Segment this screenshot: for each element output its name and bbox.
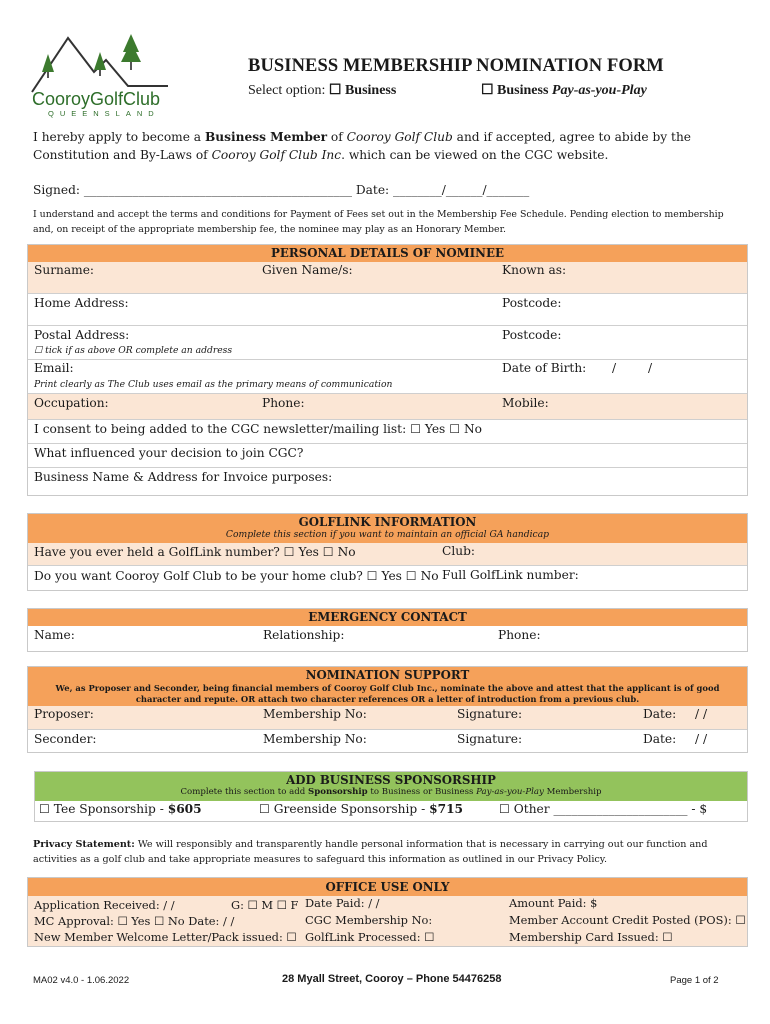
credit-posted-checkbox[interactable]: Member Account Credit Posted (POS): ☐ [509,913,746,927]
select-label: Select option: [248,83,326,98]
surname-field[interactable]: Surname: [34,263,95,277]
proposer-row [28,706,747,729]
privacy-statement [33,837,738,867]
seconder-row [28,729,747,753]
nomination-statement-2: character and repute. OR attach two character references OR a letter of introduction from a previous club. [135,694,640,704]
proposer-date-field[interactable]: Date: [643,707,677,721]
application-received-field[interactable]: Application Received: / / [34,898,175,912]
section-heading [28,514,747,543]
club-address: 28 Myall Street, Cooroy – Phone 54476258 [282,973,502,985]
dob-separator: / [648,361,653,375]
office-use-section [27,877,748,947]
club-logo [28,30,198,118]
privacy-text: We will responsibly and transparently handle personal information that is necessary in carrying out our function and activities as a golf club and take appropriate measures to safeguard this information as outlined in our Privacy Policy. [33,839,708,865]
known-as-field[interactable]: Known as: [502,263,567,277]
held-golflink-question[interactable]: Have you ever held a GolfLink number? ☐ Yes ☐ No [34,545,356,559]
card-issued-checkbox[interactable]: Membership Card Issued: ☐ [509,930,673,944]
home-club-question[interactable]: Do you want Cooroy Golf Club to be your home club? ☐ Yes ☐ No [34,569,439,583]
golflink-number-field[interactable]: Full GolfLink number: [442,568,579,582]
emergency-phone-field[interactable]: Phone: [498,628,541,642]
nomination-support-section [27,666,748,753]
date-separators: / / [695,732,708,746]
svg-text:QUEENSLAND: QUEENSLAND [48,109,160,118]
postal-postcode-field[interactable]: Postcode: [502,328,562,342]
postcode-field[interactable]: Postcode: [502,296,562,310]
emergency-row [28,626,747,651]
svg-text:CooroyGolfClub: CooroyGolfClub [32,89,161,109]
proposer-membership-field[interactable]: Membership No: [263,707,367,721]
seconder-membership-field[interactable]: Membership No: [263,732,367,746]
office-fields [28,896,747,946]
email-field[interactable]: Email: [34,361,74,375]
business-payg-option[interactable] [481,82,647,99]
seconder-date-field[interactable]: Date: [643,732,677,746]
date-separators: / / [695,707,708,721]
occupation-row [28,393,747,419]
newsletter-consent[interactable]: I consent to being added to the CGC newsletter/mailing list: ☐ Yes ☐ No [34,422,482,436]
golflink-subheading: Complete this section if you want to maintain an official GA handicap [225,529,550,540]
privacy-label: Privacy Statement: [33,839,135,850]
consent-row [28,419,747,443]
seconder-signature-field[interactable]: Signature: [457,732,523,746]
sponsorship-options-row [35,801,747,822]
payg-prefix: ☐ Business [481,83,549,98]
phone-field[interactable]: Phone: [262,396,305,410]
golflink-heading: GOLFLINK INFORMATION [298,515,477,529]
emergency-contact-section [27,608,748,652]
mountain-logo-icon [28,30,198,118]
gender-checkbox[interactable]: G: ☐ M ☐ F [231,898,299,912]
nomination-heading: NOMINATION SUPPORT [305,668,470,682]
section-heading: PERSONAL DETAILS OF NOMINEE [28,245,747,262]
influence-row [28,443,747,467]
sponsorship-heading: ADD BUSINESS SPONSORSHIP [286,773,496,787]
business-option[interactable]: ☐ Business [328,83,397,98]
personal-details-section [27,244,748,496]
occupation-field[interactable]: Occupation: [34,396,109,410]
golflink-processed-checkbox[interactable]: GolfLink Processed: ☐ [305,930,435,944]
given-name-field[interactable]: Given Name/s: [262,263,353,277]
proposer-signature-field[interactable]: Signature: [457,707,523,721]
mobile-field[interactable]: Mobile: [502,396,549,410]
form-title: BUSINESS MEMBERSHIP NOMINATION FORM [248,56,664,76]
payg-italic: Pay-as-you-Play [551,83,647,98]
section-heading: OFFICE USE ONLY [28,878,747,896]
amount-paid-field[interactable]: Amount Paid: $ [509,896,598,910]
select-option [248,82,396,99]
home-address-row [28,293,747,325]
dob-separator: / [612,361,617,375]
relationship-field[interactable]: Relationship: [263,628,345,642]
form-version: MA02 v4.0 - 1.06.2022 [33,975,130,986]
sponsorship-subheading: Complete this section to add Sponsorship to Business or Business Pay-as-you-Play Membership [180,787,602,797]
terms-statement: I understand and accept the terms and conditions for Payment of Fees set out in the Membership Fee Schedule. Pending election to membership and, on receipt of the appropriate membership fee, the nominee may play as an Honorary Member. [33,209,724,235]
seconder-field[interactable]: Seconder: [34,732,97,746]
home-address-field[interactable]: Home Address: [34,296,129,310]
date-of-birth-field[interactable]: Date of Birth: [502,361,587,375]
email-row [28,359,747,393]
page-number: Page 1 of 2 [670,975,719,986]
golflink-q2-row [28,565,747,590]
email-note: Print clearly as The Club uses email as the primary means of communication [34,379,393,390]
nomination-statement-1: We, as Proposer and Seconder, being financial members of Cooroy Golf Club Inc., nominate the above and attest that the applicant is of good [55,683,720,693]
other-sponsorship-checkbox[interactable]: ☐ Other ______________________ - $ [499,802,708,816]
mc-approval-field[interactable]: MC Approval: ☐ Yes ☐ No Date: / / [34,914,235,928]
section-heading [28,667,747,706]
business-address-field[interactable]: Business Name & Address for Invoice purposes: [34,470,333,484]
tee-sponsorship-checkbox[interactable]: ☐ Tee Sponsorship - $605 [39,802,202,816]
influence-field[interactable]: What influenced your decision to join CGC? [34,446,304,460]
name-row [28,262,747,293]
section-heading [35,772,747,801]
welcome-pack-checkbox[interactable]: New Member Welcome Letter/Pack issued: ☐ [34,930,297,944]
golflink-q1-row [28,543,747,565]
emergency-name-field[interactable]: Name: [34,628,75,642]
golflink-section [27,513,748,591]
business-sponsorship-section [34,771,748,822]
date-paid-field[interactable]: Date Paid: / / [305,896,380,910]
cgc-membership-field[interactable]: CGC Membership No: [305,913,433,927]
club-field[interactable]: Club: [442,544,475,558]
proposer-field[interactable]: Proposer: [34,707,94,721]
application-statement: I hereby apply to become a Business Member of Cooroy Golf Club and if accepted, agree to abide by the Constitution and By-Laws of Cooroy Golf Club Inc. which can be viewed on the CGC website. [33,130,692,162]
postal-address-row [28,325,747,359]
postal-address-field[interactable]: Postal Address: [34,328,130,342]
same-as-above-checkbox[interactable]: ☐ tick if as above OR complete an address [34,345,233,356]
section-heading: EMERGENCY CONTACT [28,609,747,626]
business-row [28,467,747,493]
signature-date-line[interactable]: Signed: ____________________________________________ Date: ________/______/_______ [33,183,530,197]
greenside-sponsorship-checkbox[interactable]: ☐ Greenside Sponsorship - $715 [259,802,464,816]
